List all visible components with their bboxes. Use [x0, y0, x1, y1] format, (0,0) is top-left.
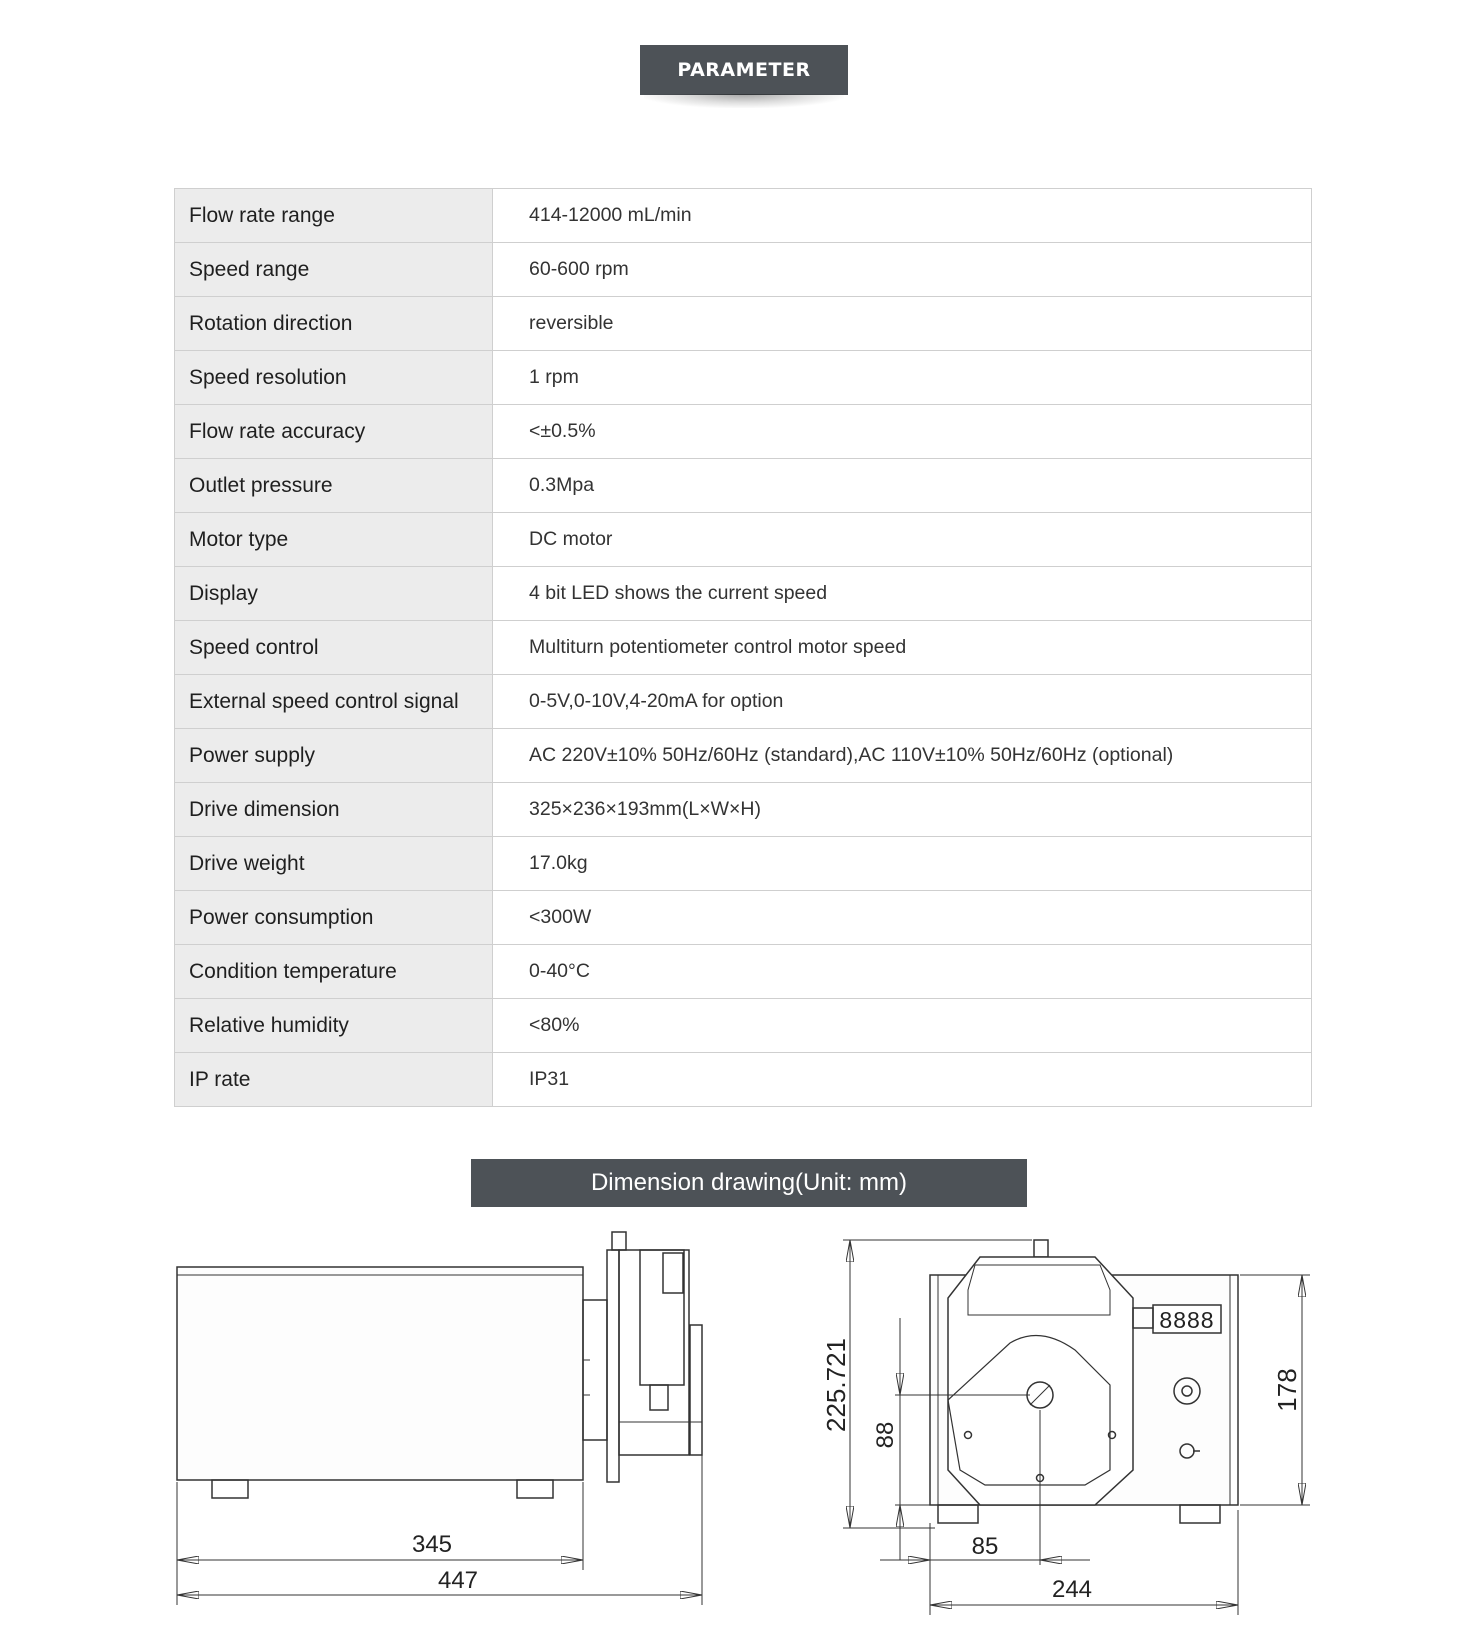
- spec-value: 325×236×193mm(L×W×H): [493, 783, 1312, 837]
- dimension-88: 88: [872, 1421, 899, 1449]
- spec-value: 414-12000 mL/min: [493, 189, 1312, 243]
- spec-label: Drive dimension: [175, 783, 493, 837]
- spec-label: Condition temperature: [175, 945, 493, 999]
- spec-label: IP rate: [175, 1053, 493, 1107]
- spec-label: Power consumption: [175, 891, 493, 945]
- spec-value: 0-40°C: [493, 945, 1312, 999]
- spec-value: DC motor: [493, 513, 1312, 567]
- dimension-244: 244: [1051, 1576, 1093, 1603]
- spec-label: Speed control: [175, 621, 493, 675]
- spec-label: External speed control signal: [175, 675, 493, 729]
- spec-label: Drive weight: [175, 837, 493, 891]
- spec-label: Display: [175, 567, 493, 621]
- spec-label: Motor type: [175, 513, 493, 567]
- spec-label: Speed range: [175, 243, 493, 297]
- dimension-345: 345: [411, 1531, 453, 1558]
- spec-value: 17.0kg: [493, 837, 1312, 891]
- spec-value: Multiturn potentiometer control motor speed: [493, 621, 1312, 675]
- spec-value: 1 rpm: [493, 351, 1312, 405]
- spec-label: Flow rate accuracy: [175, 405, 493, 459]
- led-display-digits: 8888: [1159, 1307, 1215, 1333]
- front-view: [930, 1240, 1238, 1523]
- spec-value: AC 220V±10% 50Hz/60Hz (standard),AC 110V±10% 50Hz/60Hz (optional): [493, 729, 1312, 783]
- spec-value: IP31: [493, 1053, 1312, 1107]
- spec-value: <±0.5%: [493, 405, 1312, 459]
- dimension-heading: Dimension drawing(Unit: mm): [471, 1159, 1027, 1207]
- spec-label: Flow rate range: [175, 189, 493, 243]
- spec-value: <300W: [493, 891, 1312, 945]
- spec-value: <80%: [493, 999, 1312, 1053]
- spec-value: 60-600 rpm: [493, 243, 1312, 297]
- spec-label: Rotation direction: [175, 297, 493, 351]
- spec-label: Power supply: [175, 729, 493, 783]
- dimension-447: 447: [437, 1567, 479, 1594]
- spec-value: 0-5V,0-10V,4-20mA for option: [493, 675, 1312, 729]
- spec-value: 4 bit LED shows the current speed: [493, 567, 1312, 621]
- spec-label: Relative humidity: [175, 999, 493, 1053]
- parameter-heading: PARAMETER: [640, 45, 848, 95]
- dimension-225-721: 225.721: [821, 1338, 851, 1432]
- spec-value: reversible: [493, 297, 1312, 351]
- spec-label: Speed resolution: [175, 351, 493, 405]
- dimension-85: 85: [971, 1533, 999, 1560]
- spec-label: Outlet pressure: [175, 459, 493, 513]
- dimension-178: 178: [1272, 1368, 1302, 1412]
- spec-value: 0.3Mpa: [493, 459, 1312, 513]
- side-view: [177, 1232, 702, 1498]
